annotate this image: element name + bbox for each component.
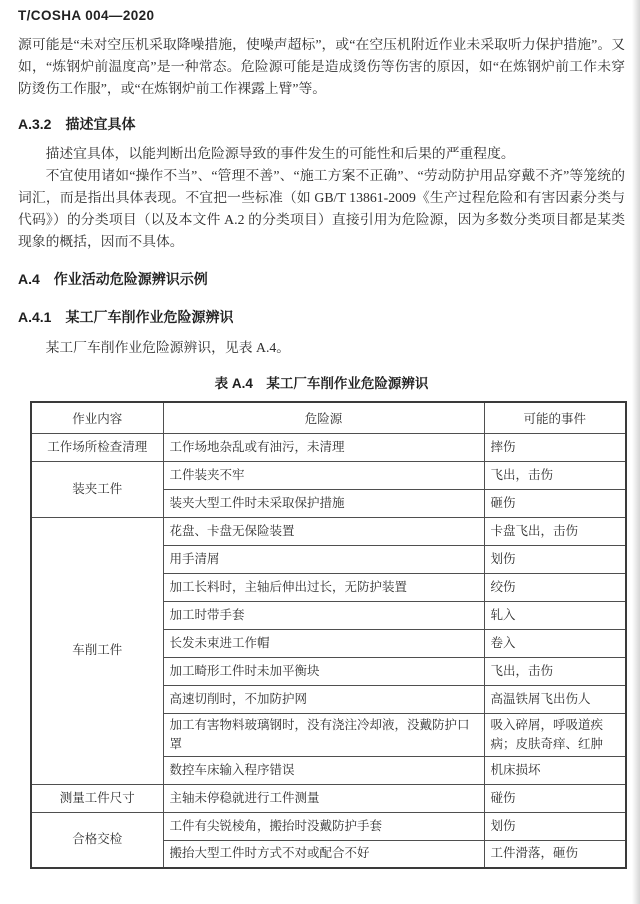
table-row <box>31 461 626 489</box>
activity-cell: 装夹工件 <box>31 461 163 517</box>
activity-cell: 合格交检 <box>31 812 163 868</box>
hazard-cell: 工件装夹不牢 <box>163 461 484 489</box>
col-header-activity: 作业内容 <box>31 402 163 433</box>
hazard-cell: 主轴未停稳就进行工件测量 <box>163 784 484 812</box>
heading-a32: A.3.2 描述宜具体 <box>18 116 136 132</box>
event-cell: 摔伤 <box>484 433 626 461</box>
hazard-cell: 装夹大型工件时未采取保护措施 <box>163 489 484 517</box>
event-cell: 飞出，击伤 <box>484 657 626 685</box>
hazard-cell: 高速切削时，不加防护网 <box>163 685 484 713</box>
hazard-cell: 加工时带手套 <box>163 601 484 629</box>
activity-cell: 测量工件尺寸 <box>31 784 163 812</box>
hazard-cell: 花盘、卡盘无保险装置 <box>163 517 484 545</box>
hazard-cell: 搬抬大型工件时方式不对或配合不好 <box>163 840 484 868</box>
event-cell: 碰伤 <box>484 784 626 812</box>
table-caption: 表 A.4 某工厂车削作业危险源辨识 <box>214 376 429 391</box>
table-row <box>31 517 626 545</box>
event-cell: 卷入 <box>484 629 626 657</box>
event-cell: 轧入 <box>484 601 626 629</box>
hazard-cell: 数控车床输入程序错误 <box>163 756 484 784</box>
table-row <box>31 812 626 840</box>
hazard-cell: 工件有尖锐棱角，搬抬时没戴防护手套 <box>163 812 484 840</box>
hazard-table <box>30 401 627 869</box>
table-row <box>31 784 626 812</box>
running-header: T/COSHA 004—2020 <box>18 8 155 23</box>
event-cell: 吸入碎屑，呼吸道疾病；皮肤奇痒、红肿 <box>484 713 626 756</box>
hazard-cell: 长发未束进工作帽 <box>163 629 484 657</box>
activity-cell: 车削工件 <box>31 517 163 784</box>
event-cell: 高温铁屑飞出伤人 <box>484 685 626 713</box>
event-cell: 卡盘飞出，击伤 <box>484 517 626 545</box>
hazard-cell: 加工畸形工件时未加平衡块 <box>163 657 484 685</box>
header-row <box>31 402 626 433</box>
hazard-cell: 工作场地杂乱或有油污，未清理 <box>163 433 484 461</box>
hazard-cell: 加工有害物料玻璃钢时，没有浇注冷却液，没戴防护口罩 <box>163 713 484 756</box>
hazard-table-body <box>31 433 626 868</box>
paragraph-a41: 某工厂车削作业危险源辨识，见表 A.4。 <box>45 340 291 355</box>
col-header-hazard: 危险源 <box>163 402 484 433</box>
heading-a4: A.4 作业活动危险源辨识示例 <box>18 271 208 287</box>
hazard-cell: 用手清屑 <box>163 545 484 573</box>
paragraph-a32-1: 描述宜具体，以能判断出危险源导致的事件发生的可能性和后果的严重程度。 <box>45 146 515 161</box>
heading-a41: A.4.1 某工厂车削作业危险源辨识 <box>18 309 234 325</box>
event-cell: 飞出，击伤 <box>484 461 626 489</box>
event-cell: 划伤 <box>484 812 626 840</box>
event-cell: 机床损坏 <box>484 756 626 784</box>
hazard-table-head <box>31 402 626 433</box>
event-cell: 绞伤 <box>484 573 626 601</box>
col-header-event: 可能的事件 <box>484 402 626 433</box>
activity-cell: 工作场所检查清理 <box>31 433 163 461</box>
paragraph-continuation: 源可能是“未对空压机采取降噪措施，使噪声超标”，或“在空压机附近作业未采取听力保护措施”。又如，“炼钢炉前温度高”是一种常态。危险源可能是造成烫伤等伤害的原因，如“在炼钢炉前工作未穿防烫伤工作服”，或“在炼钢炉前工作裸露上臂”等。 <box>18 37 625 96</box>
event-cell: 工件滑落，砸伤 <box>484 840 626 868</box>
event-cell: 砸伤 <box>484 489 626 517</box>
hazard-cell: 加工长料时，主轴后伸出过长，无防护装置 <box>163 573 484 601</box>
event-cell: 划伤 <box>484 545 626 573</box>
paragraph-a32-2: 不宜使用诸如“操作不当”、“管理不善”、“施工方案不正确”、“劳动防护用品穿戴不齐”等笼统的词汇，而是指出具体表现。不宜把一些标准（如 GB/T 13861-2009《生产过程危险和有害因素分类与代码》）的分类项目（以及本文件 A.2 的分类项目）直接引用为危险源，因为多数分类项目都是某类现象的概括，因而不具体。 <box>18 168 625 249</box>
table-row <box>31 433 626 461</box>
